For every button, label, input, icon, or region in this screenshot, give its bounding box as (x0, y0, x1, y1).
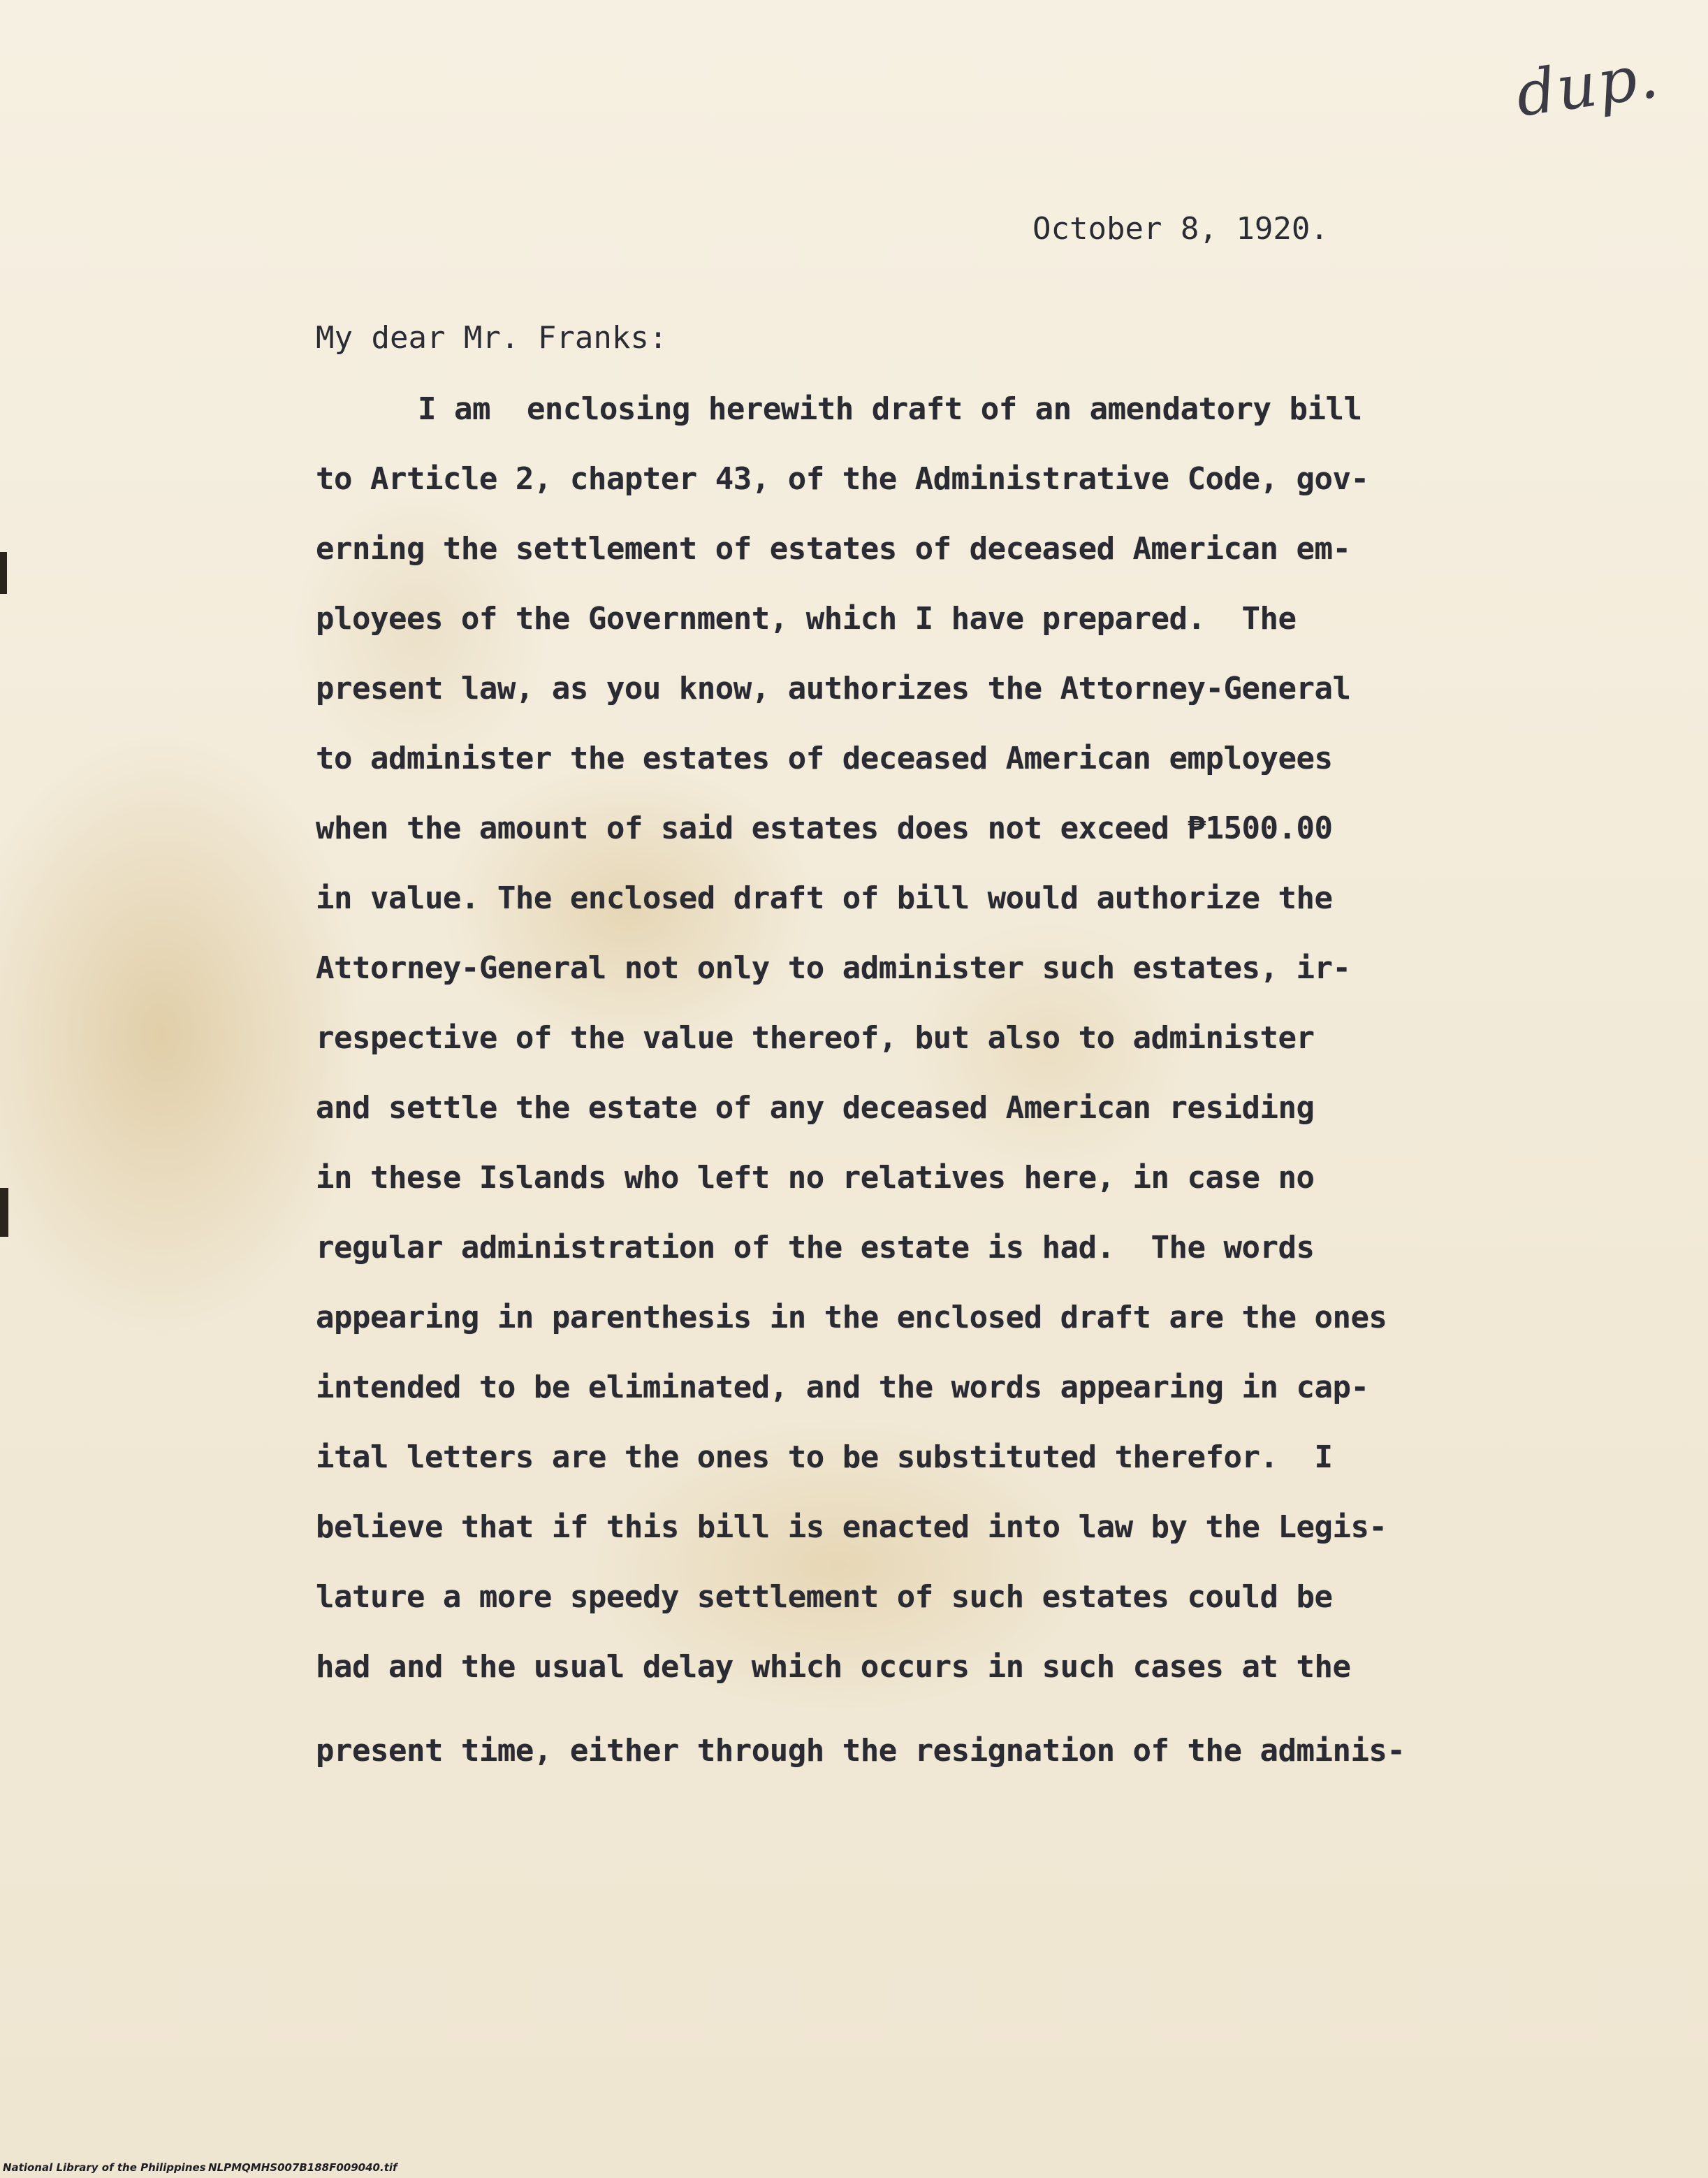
body-line: in these Islands who left no relatives here, in case no (316, 1160, 1315, 1196)
body-line: had and the usual delay which occurs in such cases at the (316, 1649, 1351, 1685)
body-line: Attorney-General not only to administer such estates, ir- (316, 950, 1351, 986)
body-line: erning the settlement of estates of deceased American em- (316, 531, 1351, 567)
letter-salutation: My dear Mr. Franks: (316, 320, 668, 356)
body-line: intended to be eliminated, and the words appearing in cap- (316, 1370, 1369, 1405)
letter-date: October 8, 1920. (1032, 211, 1329, 247)
binding-mark-bottom (0, 1188, 8, 1237)
handwritten-annotation: dup. (1511, 39, 1664, 131)
scan-footer (0, 2157, 1708, 2178)
body-line: in value. The enclosed draft of bill would authorize the (316, 880, 1333, 916)
library-credit: National Library of the Philippines (3, 2161, 206, 2174)
scan-file-id: NLPMQMHS007B188F009040.tif (208, 2161, 397, 2174)
body-line: to administer the estates of deceased American employees (316, 741, 1333, 776)
body-line: regular administration of the estate is had. The words (316, 1230, 1315, 1265)
binding-mark-top (0, 552, 7, 594)
body-line: to Article 2, chapter 43, of the Administrative Code, gov- (316, 461, 1369, 497)
body-line: and settle the estate of any deceased American residing (316, 1090, 1315, 1126)
body-line: I am enclosing herewith draft of an amendatory bill (418, 391, 1362, 427)
body-line: present time, either through the resignation of the adminis- (316, 1733, 1406, 1769)
body-line: lature a more speedy settlement of such estates could be (316, 1579, 1333, 1615)
body-line: appearing in parenthesis in the enclosed draft are the ones (316, 1300, 1387, 1335)
body-line: believe that if this bill is enacted into law by the Legis- (316, 1509, 1387, 1545)
body-line: ployees of the Government, which I have prepared. The (316, 601, 1297, 637)
body-line: respective of the value thereof, but also to administer (316, 1020, 1315, 1056)
body-line: present law, as you know, authorizes the Attorney-General (316, 671, 1351, 706)
body-line: ital letters are the ones to be substituted therefor. I (316, 1439, 1333, 1475)
body-line: when the amount of said estates does not exceed ₱1500.00 (316, 811, 1333, 846)
